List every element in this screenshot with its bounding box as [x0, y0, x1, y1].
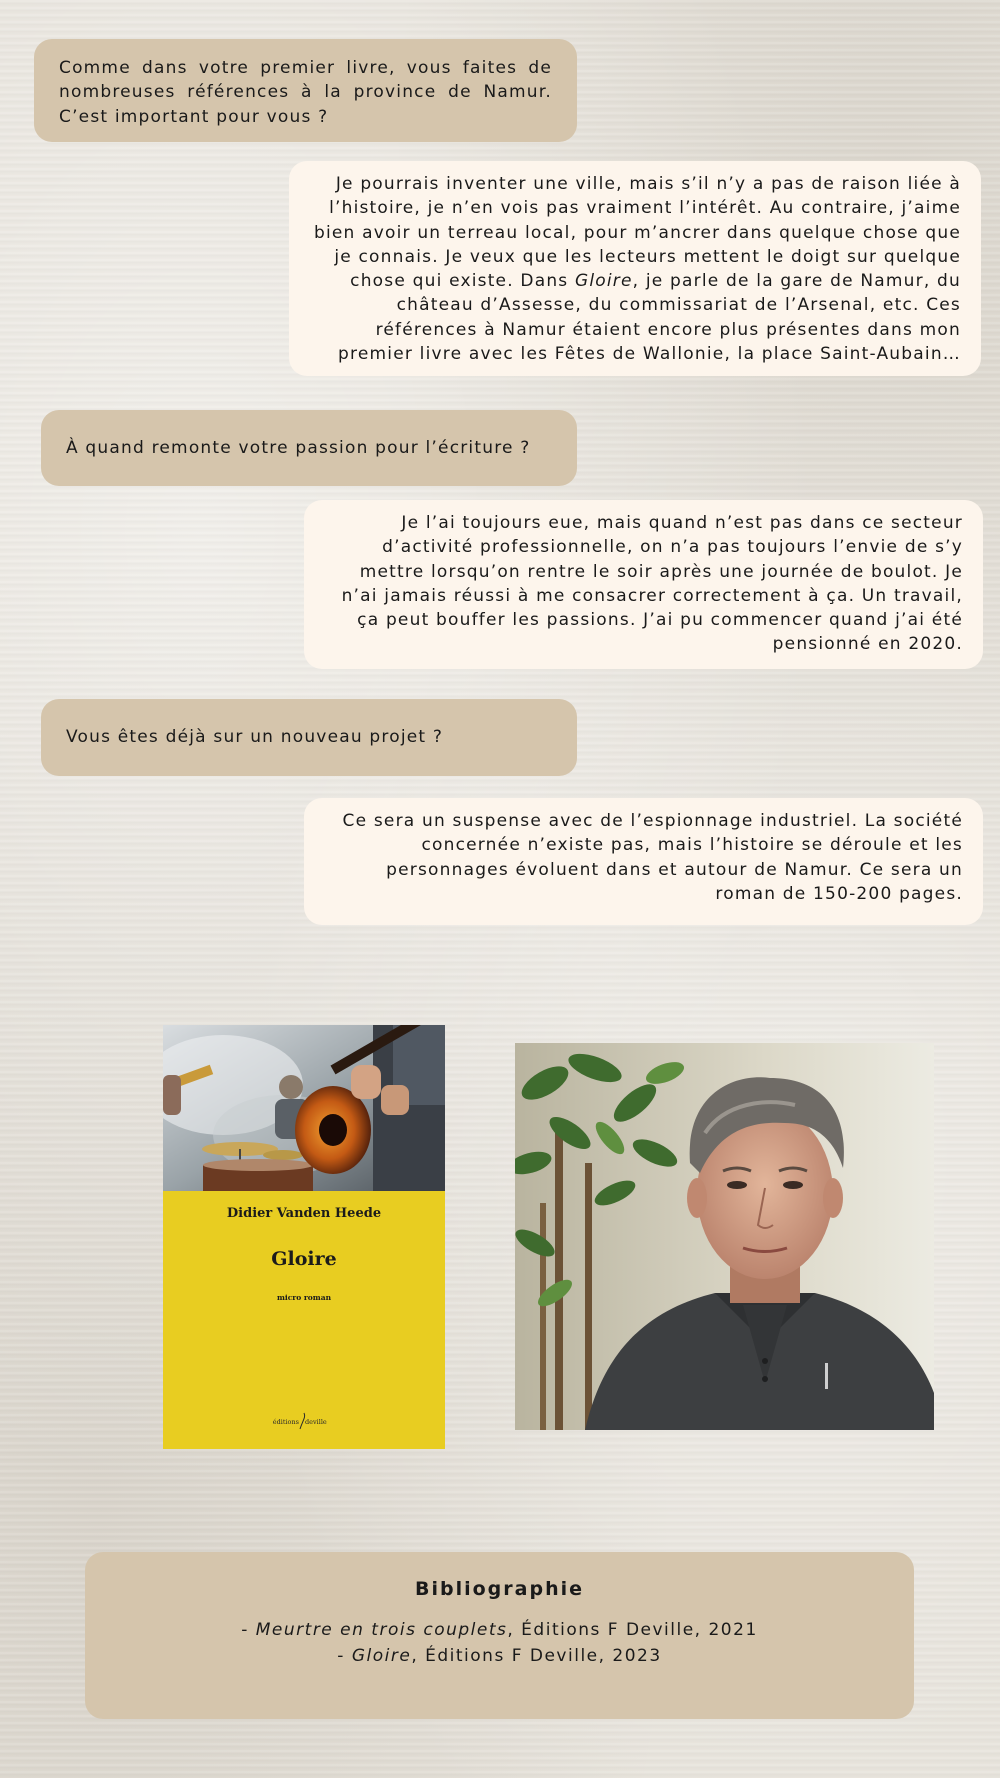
bibliography-heading: Bibliographie — [415, 1578, 584, 1600]
cover-title: Gloire — [271, 1248, 337, 1270]
answer-bubble-3 — [304, 798, 983, 925]
bibliography-item-2-dash: - — [337, 1646, 352, 1666]
question-bubble-2 — [41, 410, 577, 486]
question-text-1: Comme dans votre premier livre, vous faites de nombreuses références à la province de Namur. C’est important pour vous ? — [59, 58, 552, 127]
answer-text-1-part-a: Je pourrais inventer une ville, mais s’il n’y a pas de raison liée à l’histoire, je n’en vois pas vraiment l’intérêt. Au contraire, j’aime bien avoir un terreau local, pour m’ancrer dans quelque chose que je connais. Je veux que les lecteurs mettent le doigt sur quelque chose qui existe. Dans — [313, 174, 961, 292]
cover-author: Didier Vanden Heede — [226, 1206, 382, 1221]
cover-publisher-left: éditions — [272, 1418, 299, 1426]
bibliography-item-2 — [85, 1643, 914, 1669]
bibliography-item-1-details: , Éditions F Deville, 2021 — [507, 1620, 758, 1640]
cover-photo-band-guitar — [163, 1025, 445, 1449]
bibliography-item-2-title: Gloire — [351, 1646, 412, 1666]
question-bubble-3 — [41, 699, 577, 776]
question-text-2: À quand remonte votre passion pour l’écriture ? — [66, 437, 531, 458]
answer-text-2: Je l’ai toujours eue, mais quand n’est pas dans ce secteur d’activité professionnelle, on n’a pas toujours l’envie de s’y mettre lorsqu’on rentre le soir après une journée de boulot. Je n’ai jamais réussi à me consacrer correctement à ça. Un travail, ça peut bouffer les passions. J’ai pu commencer quand j’ai été pensionné en 2020. — [341, 513, 963, 655]
portrait-photo — [515, 1043, 934, 1430]
answer-bubble-1 — [289, 161, 981, 376]
question-bubble-1 — [34, 39, 577, 142]
cover-subtitle: micro roman — [276, 1293, 332, 1302]
answer-text-3: Ce sera un suspense avec de l’espionnage industriel. La société concernée n’existe pas, mais l’histoire se déroule et les personnages évoluent dans et autour de Namur. Ce sera un roman de 150-200 pages. — [342, 811, 963, 904]
book-title-gloire-inline: Gloire — [574, 271, 633, 292]
author-portrait-image — [515, 1043, 934, 1430]
bibliography-box — [85, 1552, 914, 1719]
bibliography-item-1-dash: - — [241, 1620, 256, 1640]
answer-text-1 — [314, 174, 961, 364]
question-text-3: Vous êtes déjà sur un nouveau projet ? — [66, 727, 444, 748]
bibliography-item-2-details: , Éditions F Deville, 2023 — [411, 1646, 662, 1666]
book-cover-image — [163, 1025, 445, 1449]
answer-bubble-2 — [304, 500, 983, 669]
publisher-logo-icon — [300, 1413, 305, 1429]
bibliography-item-1 — [85, 1617, 914, 1643]
answer-text-1-part-b: , je parle de la gare de Namur, du château d’Assesse, du commissariat de l’Arsenal, etc. Ces références à Namur étaient encore plus présentes dans mon premier livre avec les Fêtes de Wallonie, la place Saint-Aubain… — [338, 271, 961, 365]
cover-publisher-right: deville — [305, 1418, 327, 1426]
bibliography-item-1-title: Meurtre en trois couplets — [255, 1620, 508, 1640]
